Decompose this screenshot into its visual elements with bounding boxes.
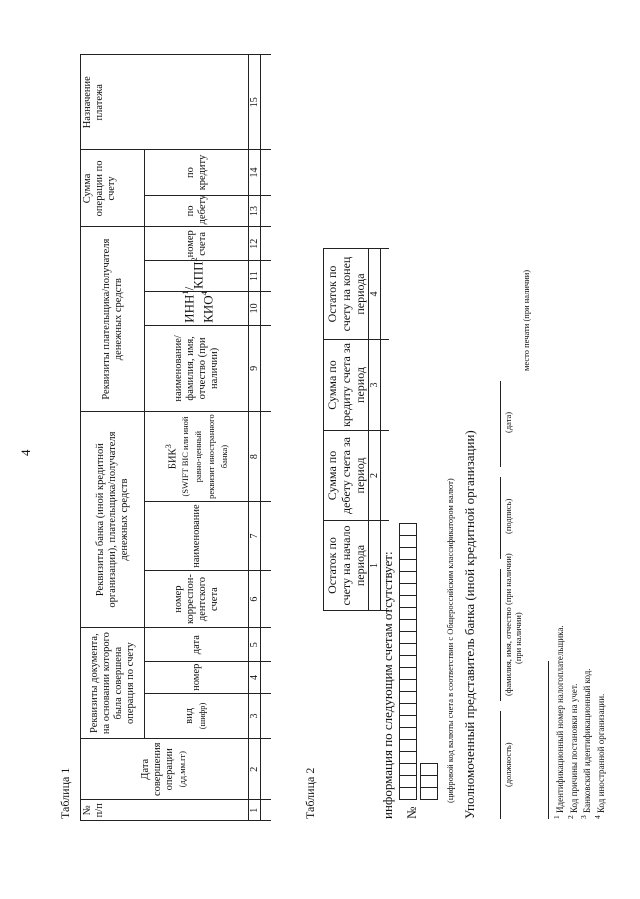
page-number: 4 bbox=[18, 449, 33, 456]
position-label: (должность) bbox=[503, 742, 513, 787]
account-digit-cell bbox=[399, 535, 417, 548]
table2-caption: Таблица 2 bbox=[303, 767, 317, 819]
t2-col-number-2: 2 bbox=[369, 431, 381, 521]
footnote-4-mark: 4 bbox=[592, 815, 602, 819]
representative-title: Уполномоченный представитель банка (иной кредитной организации) bbox=[462, 430, 477, 819]
currency-code-cells bbox=[420, 763, 438, 799]
account-digit-cell bbox=[399, 691, 417, 704]
account-digit-cell bbox=[399, 607, 417, 620]
header-doc-number: номер bbox=[145, 662, 249, 694]
account-digit-cell bbox=[399, 667, 417, 680]
t2-col-number-1: 1 bbox=[369, 521, 381, 611]
t2-header-end: Остаток по счету на конец периода bbox=[324, 249, 369, 340]
no-info-text: информация по следующим счетам отсутствует: bbox=[380, 551, 395, 819]
col-number-8: 8 bbox=[249, 411, 261, 501]
account-digit-cell bbox=[399, 619, 417, 632]
col-number-3: 3 bbox=[249, 693, 261, 738]
header-kio-label: КИО bbox=[199, 295, 215, 323]
header-doc-date: дата bbox=[145, 628, 249, 662]
header-bik-sub: (SWIFT BIC или иной равно-ценный реквизит иностранного банка) bbox=[180, 414, 230, 499]
footnotes bbox=[552, 625, 606, 819]
account-digit-cell bbox=[399, 775, 417, 788]
col-number-15: 15 bbox=[249, 55, 261, 150]
col-number-14: 14 bbox=[249, 150, 261, 195]
header-payer-kpp bbox=[145, 257, 249, 295]
account-digit-cell bbox=[399, 631, 417, 644]
header-payer-inn-kio: ИНН$^1$/ КИО$^4$ bbox=[145, 291, 249, 325]
footnote-4 bbox=[593, 625, 607, 819]
header-bank-bik bbox=[145, 411, 249, 501]
footnote-separator bbox=[548, 661, 549, 819]
header-doc-type bbox=[145, 693, 249, 738]
col-number-11: 11 bbox=[249, 261, 261, 292]
name-label-extra: (при наличии) bbox=[513, 612, 523, 664]
account-label: № bbox=[404, 806, 419, 819]
header-n: № п/п bbox=[81, 800, 249, 821]
account-digit-cell bbox=[399, 739, 417, 752]
footnote-3-mark: 3 bbox=[579, 815, 588, 819]
currency-digit-cell bbox=[420, 763, 438, 776]
table1-caption: Таблица 1 bbox=[58, 767, 72, 819]
currency-digit-cell bbox=[420, 775, 438, 788]
header-kpp-label: КПП bbox=[190, 261, 206, 289]
currency-note: (цифровой код валюты счета в соответствии с Общероссийским классификатором валют) bbox=[445, 478, 455, 803]
t2-header-debit: Сумма по дебету счета за период bbox=[324, 431, 369, 521]
date-label: (дата) bbox=[503, 411, 513, 433]
header-doc-group: Реквизиты документа, на основании которого была совершена операция по счету bbox=[81, 628, 145, 739]
col-number-13: 13 bbox=[249, 195, 261, 227]
signature-label: (подпись) bbox=[503, 498, 513, 534]
header-sum-credit: по кредиту bbox=[145, 150, 249, 195]
stamp-label: место печати (при наличии) bbox=[521, 269, 531, 371]
footnote-2-text: Код причины постановки на учет. bbox=[568, 683, 579, 813]
col-number-9: 9 bbox=[249, 325, 261, 411]
name-label: (фамилия, имя, отчество (при наличии) bbox=[503, 553, 513, 696]
account-digit-cell bbox=[399, 571, 417, 584]
t2-header-credit: Сумма по кредиту счета за период bbox=[324, 340, 369, 431]
header-sum-debit: по дебету bbox=[145, 195, 249, 227]
account-digit-cell bbox=[399, 523, 417, 536]
header-inn-sup: 1 bbox=[180, 290, 191, 295]
account-digit-cell bbox=[399, 595, 417, 608]
account-digit-cell bbox=[399, 751, 417, 764]
account-digit-cell bbox=[399, 655, 417, 668]
header-payer-group: Реквизиты плательщика/получателя денежных средств bbox=[81, 227, 145, 412]
header-bank-name: наименование bbox=[145, 502, 249, 571]
footnote-1-text: Идентификационный номер налогоплательщика. bbox=[555, 625, 565, 813]
col-number-10: 10 bbox=[249, 291, 261, 325]
account-digit-cell bbox=[399, 547, 417, 560]
header-doc-type-sub: (шифр) bbox=[197, 702, 207, 730]
position-line bbox=[500, 711, 501, 819]
header-date-label: Дата совершения операции bbox=[140, 742, 175, 797]
currency-digit-cell bbox=[420, 787, 438, 800]
footnote-3-text: Банковский идентификационный код. bbox=[582, 668, 592, 813]
account-digit-cell bbox=[399, 763, 417, 776]
signature-line bbox=[500, 477, 501, 559]
header-payer-name: наименование/ фамилия, имя, отчество (при наличии) bbox=[145, 325, 249, 411]
footnote-3 bbox=[579, 625, 593, 819]
header-bank-group: Реквизиты банка (иной кредитной организации), плательщика/получателя денежных средств bbox=[81, 411, 145, 627]
header-bik-label: БИК bbox=[167, 448, 179, 470]
table1-empty-row bbox=[261, 55, 271, 821]
col-number-2: 2 bbox=[249, 738, 261, 800]
header-bank-corr: номер корреспон-дентского счета bbox=[145, 570, 249, 627]
footnote-1 bbox=[552, 625, 566, 819]
table1 bbox=[80, 54, 271, 821]
t2-header-start: Остаток по счету на начало периода bbox=[324, 521, 369, 611]
account-digit-cell bbox=[399, 703, 417, 716]
header-payer-account: номер счета bbox=[145, 227, 249, 261]
account-digit-cell bbox=[399, 643, 417, 656]
footnote-1-mark: 1 bbox=[552, 815, 561, 819]
footnote-2 bbox=[566, 625, 580, 819]
header-kio-sup: 4 bbox=[198, 291, 209, 296]
account-digit-cell bbox=[399, 727, 417, 740]
header-kpp-sup: 2 bbox=[189, 257, 200, 262]
footnote-2-mark: 2 bbox=[565, 815, 575, 819]
account-digit-cell bbox=[399, 787, 417, 800]
date-line bbox=[500, 381, 501, 467]
name-line bbox=[500, 569, 501, 701]
col-number-4: 4 bbox=[249, 662, 261, 694]
header-date-format: (дд.мм.гг) bbox=[177, 751, 187, 788]
header-inn-label: ИНН bbox=[181, 294, 197, 323]
col-number-12: 12 bbox=[249, 227, 261, 261]
header-sum-group: Сумма операции по счету bbox=[81, 150, 145, 227]
account-number-cells bbox=[399, 523, 417, 799]
account-digit-cell bbox=[399, 679, 417, 692]
table2 bbox=[323, 248, 389, 611]
t2-col-number-4: 4 bbox=[369, 249, 381, 340]
account-digit-cell bbox=[399, 715, 417, 728]
header-doc-type-label: вид bbox=[184, 707, 195, 724]
col-number-1: 1 bbox=[249, 800, 261, 821]
col-number-5: 5 bbox=[249, 628, 261, 662]
col-number-7: 7 bbox=[249, 502, 261, 571]
header-bik-sup: 3 bbox=[162, 444, 173, 449]
account-digit-cell bbox=[399, 583, 417, 596]
col-number-6: 6 bbox=[249, 570, 261, 627]
account-digit-cell bbox=[399, 559, 417, 572]
t2-col-number-3: 3 bbox=[369, 340, 381, 431]
header-purpose: Назначение платежа bbox=[81, 55, 249, 150]
footnote-4-text: Код иностранной организации. bbox=[595, 693, 606, 813]
header-date bbox=[81, 738, 249, 800]
